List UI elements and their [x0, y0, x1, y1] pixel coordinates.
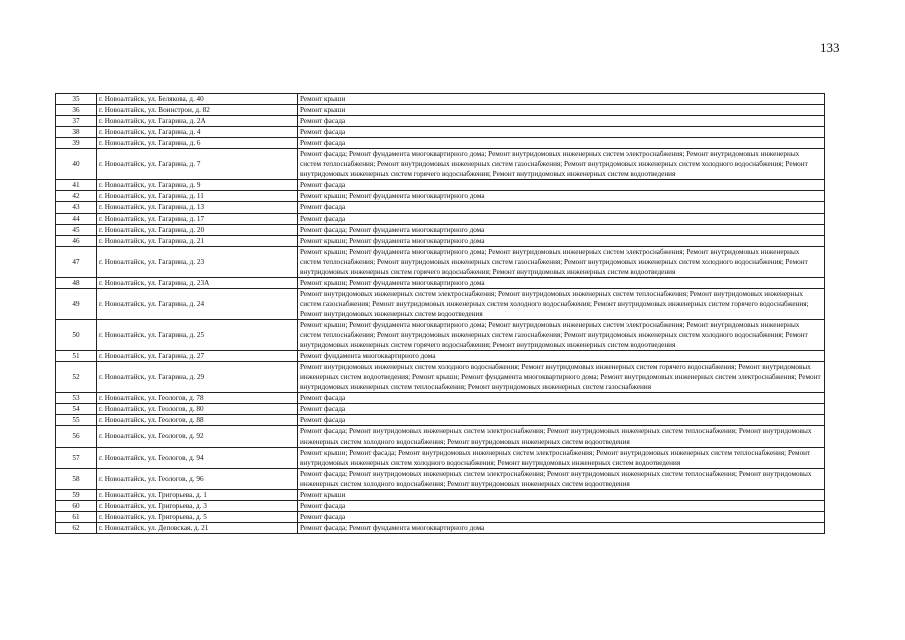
table-row — [56, 404, 825, 415]
row-number: 45 — [56, 224, 97, 235]
table-row — [56, 447, 825, 468]
row-works: Ремонт фасада — [298, 511, 825, 522]
repair-works-table — [55, 93, 825, 534]
row-works: Ремонт фасада — [298, 415, 825, 426]
row-number: 47 — [56, 246, 97, 277]
row-number: 49 — [56, 288, 97, 319]
row-works: Ремонт крыши — [298, 489, 825, 500]
row-number: 44 — [56, 213, 97, 224]
row-number: 60 — [56, 500, 97, 511]
row-number: 41 — [56, 180, 97, 191]
row-address: г. Новоалтайск, ул. Гагарина, д. 4 — [97, 127, 298, 138]
table-row — [56, 202, 825, 213]
table-row — [56, 105, 825, 116]
row-works: Ремонт крыши; Ремонт фундамента многоквартирного дома; Ремонт внутридомовых инженерных систем электроснабжения; Ремонт внутридомовых инженерных систем теплоснабжения; Ремонт внутридомовых инженерных систем газоснабжения; Ремонт внутридомовых инженерных систем холодного водоснабжения; Ремонт внутридомовых инженерных систем горячего водоснабжения; Ремонт внутридомовых инженерных систем водоотведения — [298, 246, 825, 277]
row-works: Ремонт крыши; Ремонт фундамента многоквартирного дома — [298, 277, 825, 288]
row-number: 54 — [56, 404, 97, 415]
table-row — [56, 246, 825, 277]
row-works: Ремонт фасада — [298, 116, 825, 127]
row-works: Ремонт крыши — [298, 94, 825, 105]
table-body — [56, 94, 825, 534]
row-address: г. Новоалтайск, ул. Гагарина, д. 9 — [97, 180, 298, 191]
row-works: Ремонт фасада; Ремонт внутридомовых инженерных систем электроснабжения; Ремонт внутридомовых инженерных систем теплоснабжения; Ремонт внутридомовых инженерных систем холодного водоснабжения; Ремонт внутридомовых инженерных систем водоотведения — [298, 426, 825, 447]
table-row — [56, 149, 825, 180]
row-number: 55 — [56, 415, 97, 426]
table-row — [56, 116, 825, 127]
row-address: г. Новоалтайск, ул. Гагарина, д. 7 — [97, 149, 298, 180]
row-address: г. Новоалтайск, ул. Геологов, д. 92 — [97, 426, 298, 447]
table-row — [56, 500, 825, 511]
row-address: г. Новоалтайск, ул. Гагарина, д. 27 — [97, 351, 298, 362]
row-address: г. Новоалтайск, ул. Гагарина, д. 6 — [97, 138, 298, 149]
row-address: г. Новоалтайск, ул. Гагарина, д. 17 — [97, 213, 298, 224]
row-works: Ремонт фасада — [298, 213, 825, 224]
row-works: Ремонт внутридомовых инженерных систем холодного водоснабжения; Ремонт внутридомовых инженерных систем горячего водоснабжения; Ремонт внутридомовых инженерных систем водоотведения; Ремонт крыши; Ремонт фундамента многоквартирного дома; Ремонт внутридомовых инженерных систем электроснабжения; Ремонт внутридомовых инженерных систем теплоснабжения; Ремонт внутридомовых инженерных систем газоснабжения — [298, 362, 825, 393]
row-address: г. Новоалтайск, ул. Геологов, д. 94 — [97, 447, 298, 468]
table-row — [56, 362, 825, 393]
row-number: 53 — [56, 393, 97, 404]
table-row — [56, 393, 825, 404]
row-number: 59 — [56, 489, 97, 500]
row-works: Ремонт фасада; Ремонт фундамента многоквартирного дома — [298, 522, 825, 533]
row-works: Ремонт внутридомовых инженерных систем электроснабжения; Ремонт внутридомовых инженерных систем теплоснабжения; Ремонт внутридомовых инженерных систем газоснабжения; Ремонт внутридомовых инженерных систем холодного водоснабжения; Ремонт внутридомовых инженерных систем горячего водоснабжения; Ремонт внутридомовых инженерных систем водоотведения — [298, 288, 825, 319]
page-number: 133 — [820, 40, 840, 55]
row-number: 48 — [56, 277, 97, 288]
row-address: г. Новоалтайск, ул. Гагарина, д. 24 — [97, 288, 298, 319]
row-address: г. Новоалтайск, ул. Белякова, д. 40 — [97, 94, 298, 105]
row-address: г. Новоалтайск, ул. Гагарина, д. 11 — [97, 191, 298, 202]
row-address: г. Новоалтайск, ул. Гагарина, д. 23 — [97, 246, 298, 277]
row-number: 51 — [56, 351, 97, 362]
table-row — [56, 468, 825, 489]
row-number: 52 — [56, 362, 97, 393]
row-works: Ремонт фасада — [298, 127, 825, 138]
row-address: г. Новоалтайск, ул. Гагарина, д. 2А — [97, 116, 298, 127]
row-works: Ремонт фасада — [298, 202, 825, 213]
table-row — [56, 426, 825, 447]
table-row — [56, 277, 825, 288]
table-row — [56, 351, 825, 362]
table-row — [56, 319, 825, 350]
row-number: 42 — [56, 191, 97, 202]
row-works: Ремонт крыши — [298, 105, 825, 116]
table-row — [56, 415, 825, 426]
row-works: Ремонт фасада — [298, 138, 825, 149]
table-row — [56, 180, 825, 191]
row-number: 62 — [56, 522, 97, 533]
row-address: г. Новоалтайск, ул. Григорьева, д. 3 — [97, 500, 298, 511]
row-number: 36 — [56, 105, 97, 116]
row-number: 38 — [56, 127, 97, 138]
table-row — [56, 235, 825, 246]
row-address: г. Новоалтайск, ул. Гагарина, д. 25 — [97, 319, 298, 350]
row-address: г. Новоалтайск, ул. Григорьева, д. 1 — [97, 489, 298, 500]
row-number: 46 — [56, 235, 97, 246]
row-address: г. Новоалтайск, ул. Геологов, д. 88 — [97, 415, 298, 426]
row-number: 40 — [56, 149, 97, 180]
row-number: 61 — [56, 511, 97, 522]
table-row — [56, 127, 825, 138]
row-number: 57 — [56, 447, 97, 468]
row-works: Ремонт фасада; Ремонт фундамента многоквартирного дома — [298, 224, 825, 235]
row-works: Ремонт крыши; Ремонт фундамента многоквартирного дома — [298, 235, 825, 246]
row-works: Ремонт крыши; Ремонт фундамента многоквартирного дома — [298, 191, 825, 202]
row-address: г. Новоалтайск, ул. Деповская, д. 21 — [97, 522, 298, 533]
table-row — [56, 224, 825, 235]
row-works: Ремонт фасада — [298, 404, 825, 415]
row-address: г. Новоалтайск, ул. Григорьева, д. 5 — [97, 511, 298, 522]
row-works: Ремонт фундамента многоквартирного дома — [298, 351, 825, 362]
row-works: Ремонт фасада — [298, 393, 825, 404]
row-address: г. Новоалтайск, ул. Геологов, д. 96 — [97, 468, 298, 489]
row-number: 50 — [56, 319, 97, 350]
table-row — [56, 288, 825, 319]
row-works: Ремонт фасада; Ремонт фундамента многоквартирного дома; Ремонт внутридомовых инженерных систем электроснабжения; Ремонт внутридомовых инженерных систем теплоснабжения; Ремонт внутридомовых инженерных систем газоснабжения; Ремонт внутридомовых инженерных систем холодного водоснабжения; Ремонт внутридомовых инженерных систем горячего водоснабжения; Ремонт внутридомовых инженерных систем водоотведения — [298, 149, 825, 180]
row-works: Ремонт крыши; Ремонт фундамента многоквартирного дома; Ремонт внутридомовых инженерных систем электроснабжения; Ремонт внутридомовых инженерных систем теплоснабжения; Ремонт внутридомовых инженерных систем газоснабжения; Ремонт внутридомовых инженерных систем холодного водоснабжения; Ремонт внутридомовых инженерных систем горячего водоснабжения; Ремонт внутридомовых инженерных систем водоотведения — [298, 319, 825, 350]
row-number: 43 — [56, 202, 97, 213]
row-address: г. Новоалтайск, ул. Гагарина, д. 21 — [97, 235, 298, 246]
table-row — [56, 511, 825, 522]
row-address: г. Новоалтайск, ул. Гагарина, д. 23А — [97, 277, 298, 288]
row-address: г. Новоалтайск, ул. Геологов, д. 80 — [97, 404, 298, 415]
row-works: Ремонт фасада — [298, 180, 825, 191]
row-number: 56 — [56, 426, 97, 447]
table-row — [56, 138, 825, 149]
row-works: Ремонт фасада — [298, 500, 825, 511]
table-row — [56, 489, 825, 500]
table-row — [56, 522, 825, 533]
row-works: Ремонт крыши; Ремонт фасада; Ремонт внутридомовых инженерных систем электроснабжения; Ремонт внутридомовых инженерных систем теплоснабжения; Ремонт внутридомовых инженерных систем холодного водоснабжения; Ремонт внутридомовых инженерных систем водоотведения — [298, 447, 825, 468]
row-address: г. Новоалтайск, ул. Воинстрои, д. 82 — [97, 105, 298, 116]
row-number: 39 — [56, 138, 97, 149]
row-address: г. Новоалтайск, ул. Геологов, д. 78 — [97, 393, 298, 404]
row-address: г. Новоалтайск, ул. Гагарина, д. 13 — [97, 202, 298, 213]
row-works: Ремонт фасада; Ремонт внутридомовых инженерных систем электроснабжения; Ремонт внутридомовых инженерных систем теплоснабжения; Ремонт внутридомовых инженерных систем холодного водоснабжения; Ремонт внутридомовых инженерных систем водоотведения — [298, 468, 825, 489]
table-row — [56, 213, 825, 224]
table-row — [56, 191, 825, 202]
row-number: 35 — [56, 94, 97, 105]
row-address: г. Новоалтайск, ул. Гагарина, д. 20 — [97, 224, 298, 235]
row-address: г. Новоалтайск, ул. Гагарина, д. 29 — [97, 362, 298, 393]
row-number: 58 — [56, 468, 97, 489]
row-number: 37 — [56, 116, 97, 127]
table-row — [56, 94, 825, 105]
